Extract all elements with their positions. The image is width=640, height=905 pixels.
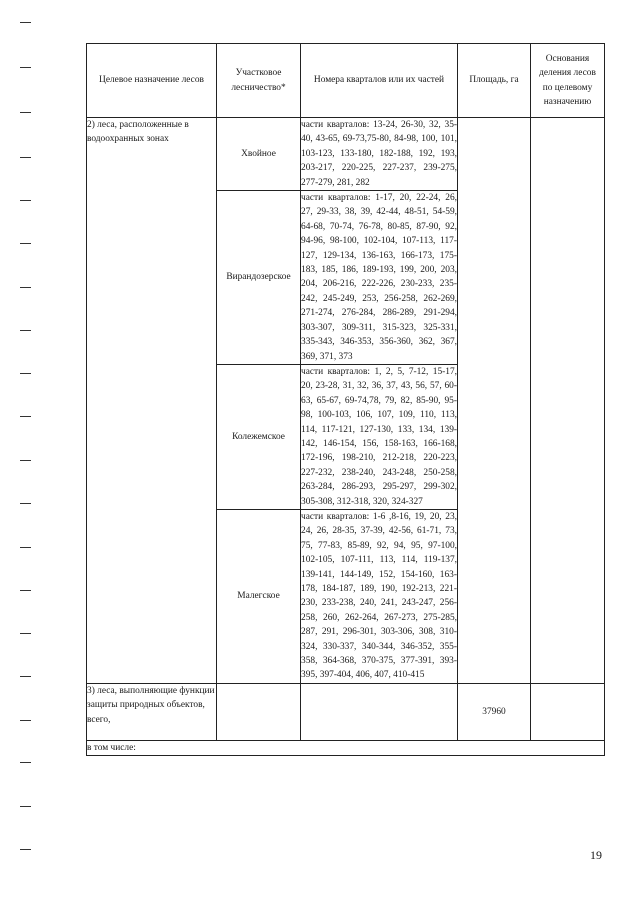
page-number: 19 [590, 848, 602, 862]
district-cell [217, 683, 301, 740]
margin-tick [20, 460, 31, 461]
district-cell: Колежемское [217, 364, 301, 509]
header-quarters: Номера кварталов или их частей [301, 44, 458, 118]
table-row [87, 740, 605, 755]
header-basis: Основания деления лесов по целевому назначению [531, 44, 605, 118]
margin-tick [20, 806, 31, 807]
margin-tick [20, 67, 31, 68]
table-header-row [87, 44, 605, 118]
quarters-cell: части кварталов: 1-17, 20, 22-24, 26, 27, 29-33, 38, 39, 42-44, 48-51, 54-59, 64-68, 70-74, 76-78, 80-85, 87-90, 92, 94-96, 98-100, 102-104, 107-113, 117-127, 129-134, 136-163, 166-173, 175-183, 185, 186, 189-193, 199, 200, 203, 204, 206-216, 222-226, 230-233, 235-242, 245-249, 253, 256-258, 262-269, 271-274, 276-284, 286-289, 291-294, 303-307, 309-311, 315-323, 325-331, 335-343, 346-353, 356-360, 362, 367, 369, 371, 373 [301, 191, 458, 365]
quarters-cell: части кварталов: 1, 2, 5, 7-12, 15-17, 20, 23-28, 31, 32, 36, 37, 43, 56, 57, 60-63, 65-67, 69-74,78, 79, 82, 85-90, 95-98, 100-103, 106, 107, 109, 110, 113, 114, 117-121, 127-130, 133, 134, 139-142, 146-154, 156, 158-163, 166-168, 172-196, 198-210, 212-218, 220-223, 227-232, 238-240, 243-248, 250-258, 263-284, 286-293, 295-297, 299-302, 305-308, 312-318, 320, 324-327 [301, 364, 458, 509]
margin-tick [20, 416, 31, 417]
area-cell: 37960 [458, 683, 531, 740]
margin-tick [20, 849, 31, 850]
purpose-water-protection: 2) леса, расположенные в водоохранных зонах [87, 118, 217, 684]
including-label: в том числе: [87, 740, 605, 755]
margin-tick [20, 633, 31, 634]
margin-tick [20, 22, 31, 23]
margin-tick [20, 112, 31, 113]
quarters-cell: части кварталов: 1-6 ,8-16, 19, 20, 23, 24, 26, 28-35, 37-39, 42-56, 61-71, 73, 75, 77-83, 85-89, 92, 94, 95, 97-100, 102-105, 107-111, 113, 114, 119-137, 139-141, 144-149, 152, 154-160, 163-178, 184-187, 189, 190, 192-213, 221-230, 233-238, 240, 241, 243-247, 256-258, 260, 262-264, 267-273, 275-285, 287, 291, 296-301, 303-306, 308, 310-324, 330-337, 340-344, 346-352, 355-358, 364-368, 370-375, 377-391, 393-395, 397-404, 406, 407, 410-415 [301, 509, 458, 683]
district-cell: Хвойное [217, 118, 301, 191]
margin-tick [20, 720, 31, 721]
basis-cell [531, 118, 605, 684]
district-cell: Вирандозерское [217, 191, 301, 365]
quarters-cell: части кварталов: 13-24, 26-30, 32, 35-40, 43-65, 69-73,75-80, 84-98, 100, 101, 103-123, 133-180, 182-188, 192, 193, 203-217, 220-225, 227-237, 239-275, 277-279, 281, 282 [301, 118, 458, 191]
margin-tick [20, 590, 31, 591]
margin-tick [20, 373, 31, 374]
margin-tick [20, 547, 31, 548]
margin-tick [20, 330, 31, 331]
header-purpose: Целевое назначение лесов [87, 44, 217, 118]
district-cell: Малегское [217, 509, 301, 683]
margin-tick [20, 503, 31, 504]
area-cell [458, 118, 531, 684]
quarters-cell [301, 683, 458, 740]
margin-tick [20, 287, 31, 288]
margin-tick [20, 762, 31, 763]
margin-tick [20, 200, 31, 201]
margin-tick [20, 676, 31, 677]
table-row [87, 683, 605, 740]
header-area: Площадь, га [458, 44, 531, 118]
purpose-nature-protection: 3) леса, выполняющие функции защиты природных объектов, всего, [87, 683, 217, 740]
margin-tick-marks [20, 0, 34, 905]
margin-tick [20, 157, 31, 158]
forest-purpose-table [86, 43, 605, 756]
table-row [87, 118, 605, 191]
margin-tick [20, 243, 31, 244]
basis-cell [531, 683, 605, 740]
header-district: Участковое лесничество* [217, 44, 301, 118]
